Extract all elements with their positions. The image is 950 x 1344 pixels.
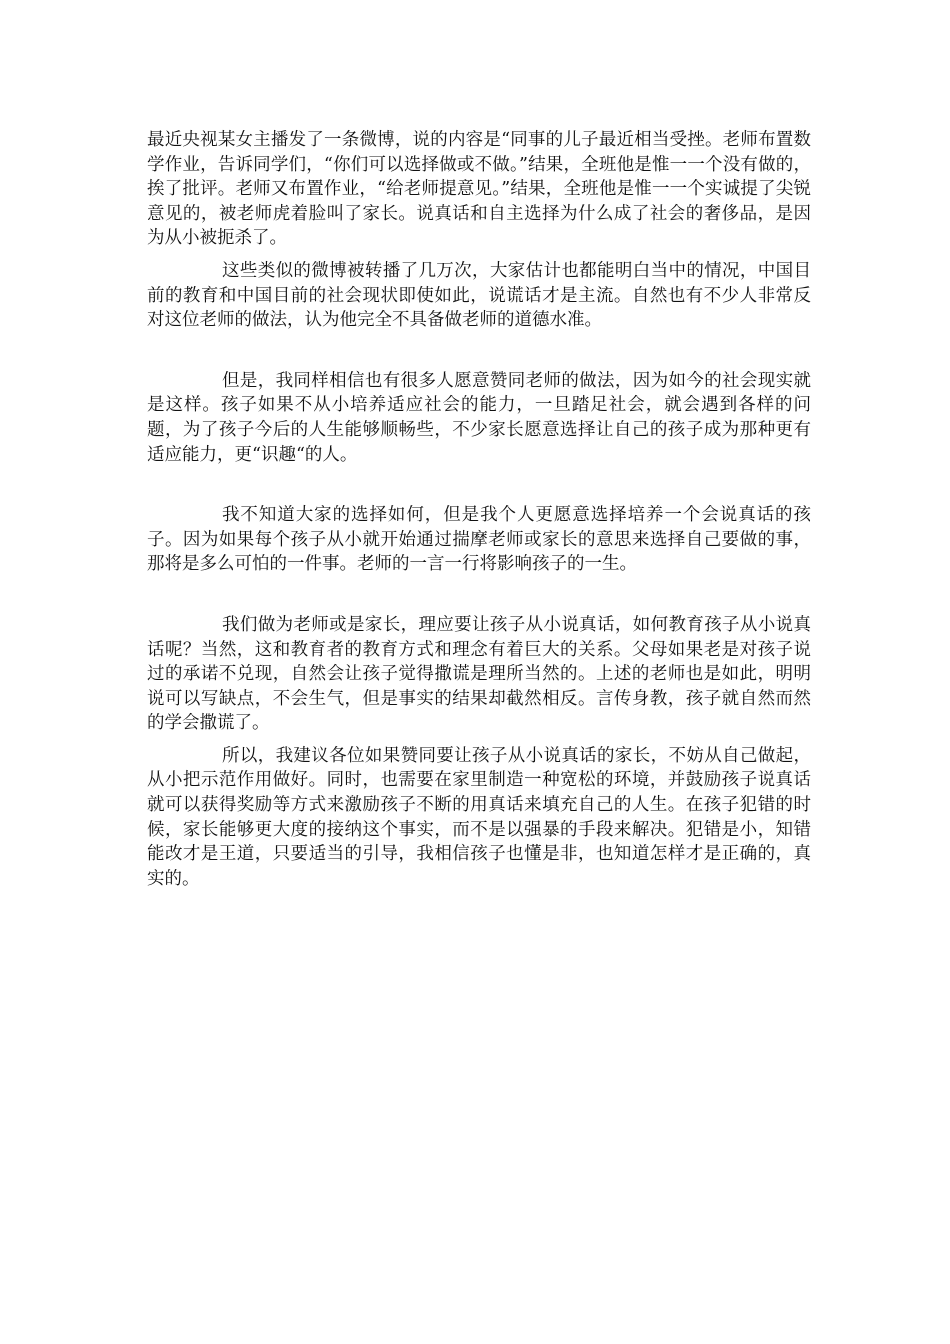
- paragraph-6: 所以，我建议各位如果赞同要让孩子从小说真话的家长，不妨从自己做起，从小把示范作用做好。同时，也需要在家里制造一种宽松的环境，并鼓励孩子说真话就可以获得奖励等方式来激励孩子不断的用真话来填充自己的人生。在孩子犯错的时候，家长能够更大度的接纳这个事实，而不是以强暴的手段来解决。犯错是小，知错能改才是王道，只要适当的引导，我相信孩子也懂是非，也知道怎样才是正确的，真实的。: [147, 745, 811, 889]
- paragraph-4: 我不知道大家的选择如何，但是我个人更愿意选择培养一个会说真话的孩子。因为如果每个孩子从小就开始通过揣摩老师或家长的意思来选择自己要做的事，那将是多么可怕的一件事。老师的一言一行将影响孩子的一生。: [147, 505, 811, 575]
- paragraph-5: 我们做为老师或是家长，理应要让孩子从小说真话，如何教育孩子从小说真话呢？当然，这和教育者的教育方式和理念有着巨大的关系。父母如果老是对孩子说过的承诺不兑现，自然会让孩子觉得撒谎是理所当然的。上述的老师也是如此，明明说可以写缺点，不会生气，但是事实的结果却截然相反。言传身教，孩子就自然而然的学会撒谎了。: [147, 614, 811, 734]
- document-body: [147, 128, 811, 891]
- paragraph-1: 最近央视某女主播发了一条微博，说的内容是“同事的儿子最近相当受挫。老师布置数学作业，告诉同学们，“你们可以选择做或不做。”结果，全班他是惟一一个没有做的，挨了批评。老师又布置作业，“给老师提意见。”结果，全班他是惟一一个实诚提了尖锐意见的，被老师虎着脸叫了家长。说真话和自主选择为什么成了社会的奢侈品，是因为从小被扼杀了。: [147, 130, 811, 249]
- paragraph-2: 这些类似的微博被转播了几万次，大家估计也都能明白当中的情况，中国目前的教育和中国目前的社会现状即使如此，说谎话才是主流。自然也有不少人非常反对这位老师的做法，认为他完全不具备做老师的道德水准。: [147, 260, 811, 331]
- paragraph-3: 但是，我同样相信也有很多人愿意赞同老师的做法，因为如今的社会现实就是这样。孩子如果不从小培养适应社会的能力，一旦踏足社会，就会遇到各样的问题，为了孩子今后的人生能够顺畅些，不少家长愿意选择让自己的孩子成为那种更有适应能力，更“识趣“的人。: [147, 370, 811, 465]
